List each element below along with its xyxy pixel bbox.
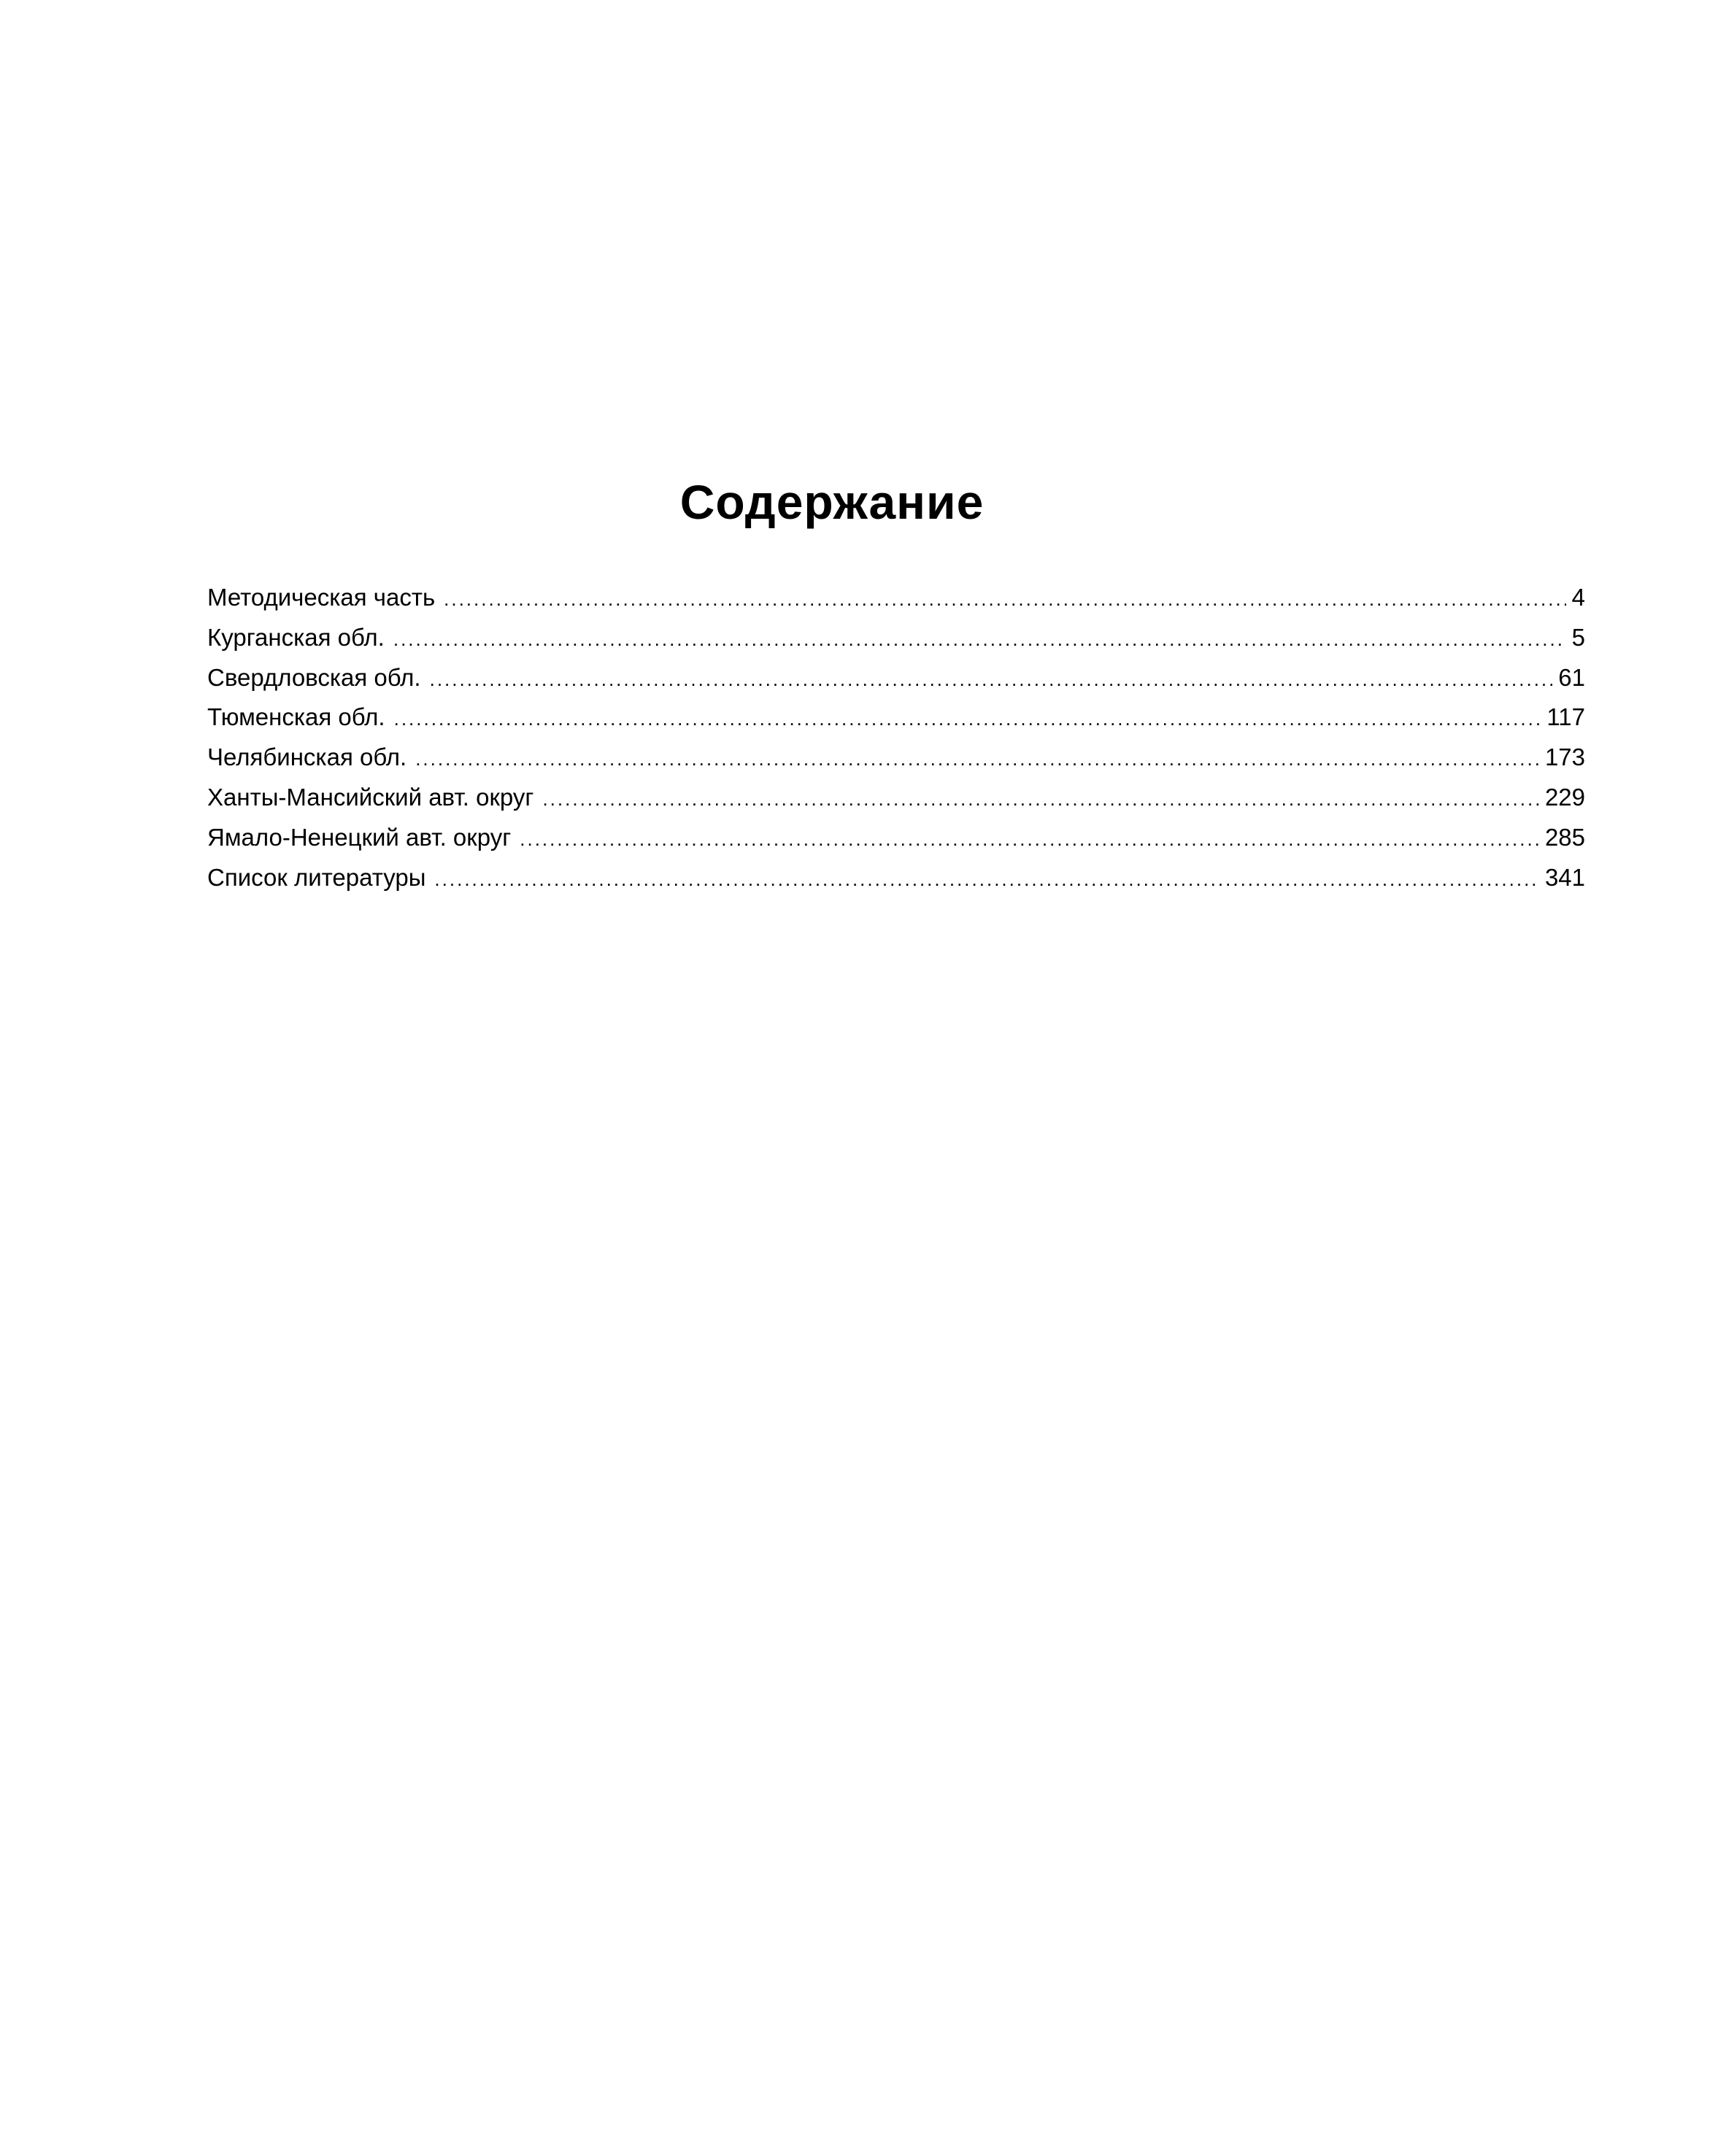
toc-heading: Содержание <box>679 475 985 529</box>
dot-leader <box>542 779 1538 818</box>
toc-entry-page: 61 <box>1558 663 1585 691</box>
toc-entry-page: 341 <box>1544 863 1585 891</box>
toc-entry-page: 5 <box>1571 623 1585 651</box>
dot-leader <box>444 579 1566 618</box>
toc-entry-label: Ханты-Мансийский авт. округ <box>207 783 534 811</box>
dot-leader <box>393 619 1566 658</box>
toc-entry-page: 4 <box>1571 584 1585 611</box>
toc-entry[interactable] <box>207 698 1585 738</box>
toc-entry[interactable] <box>207 818 1585 858</box>
toc-entry-label: Челябинская обл. <box>207 743 407 771</box>
toc-entry[interactable] <box>207 578 1585 618</box>
dot-leader <box>415 739 1539 778</box>
toc-entry-page: 229 <box>1544 783 1585 811</box>
dot-leader <box>430 660 1553 698</box>
toc-entry-label: Курганская обл. <box>207 623 385 651</box>
toc-entry-label: Список литературы <box>207 863 426 891</box>
toc-entry-label: Свердловская обл. <box>207 663 421 691</box>
toc-entry-page: 117 <box>1546 703 1585 731</box>
toc-entry-label: Ямало-Ненецкий авт. округ <box>207 823 512 851</box>
dot-leader <box>434 859 1539 898</box>
toc-entry-page: 173 <box>1544 743 1585 771</box>
dot-leader <box>520 819 1539 858</box>
toc-entry-page: 285 <box>1544 823 1585 851</box>
toc-entry[interactable] <box>207 738 1585 778</box>
toc-entry-label: Тюменская обл. <box>207 703 385 731</box>
toc-entry[interactable] <box>207 858 1585 898</box>
toc-entry[interactable] <box>207 778 1585 818</box>
toc-entry-label: Методическая часть <box>207 584 436 611</box>
toc-entry[interactable] <box>207 618 1585 658</box>
table-of-contents <box>207 578 1585 897</box>
dot-leader <box>394 699 1541 738</box>
toc-entry[interactable] <box>207 658 1585 698</box>
